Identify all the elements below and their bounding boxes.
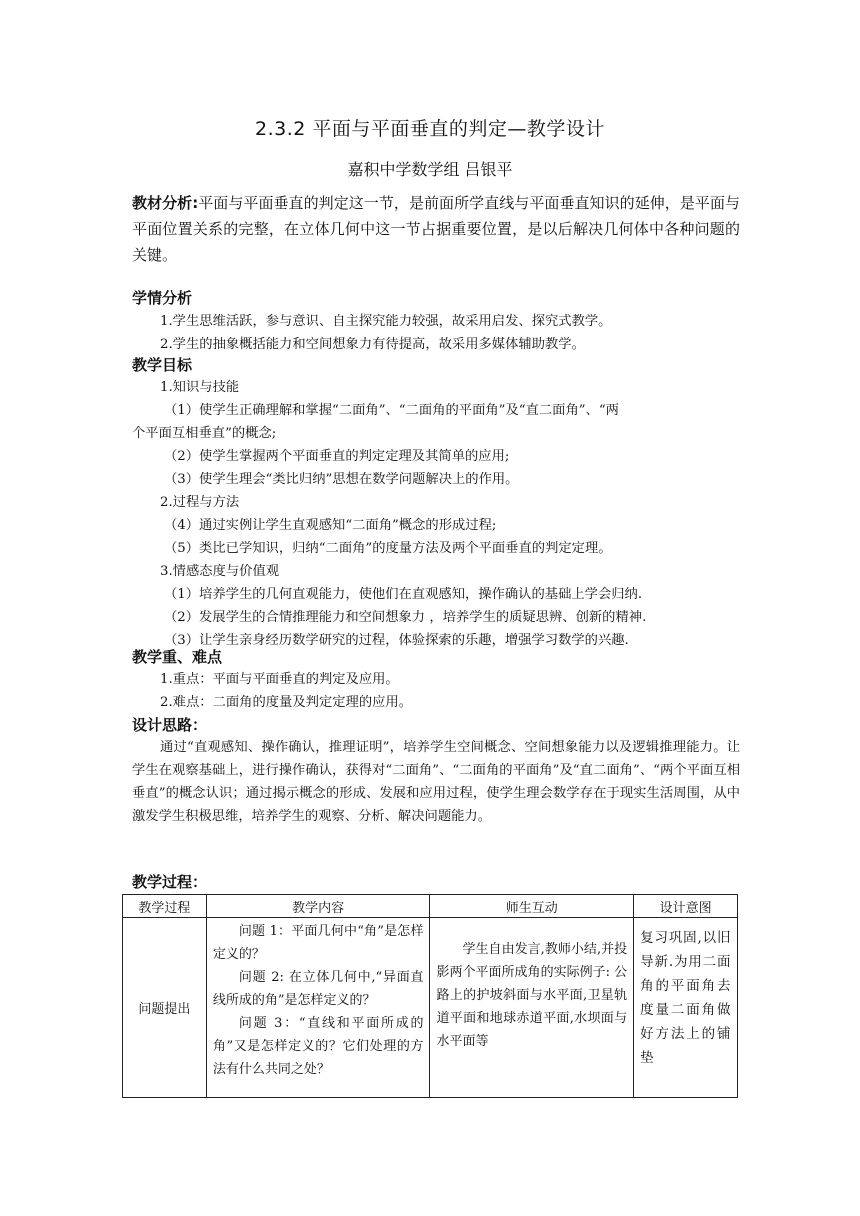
document-author: 嘉积中学数学组 吕银平 [347, 160, 513, 179]
goal-3-1: （1）培养学生的几何直观能力，使他们在直观感知，操作确认的基础上学会归纳. [164, 587, 643, 602]
table-row [123, 918, 738, 1098]
column-header: 设计意图 [634, 895, 738, 918]
process-heading: 教学过程： [132, 873, 208, 891]
process-table [122, 894, 738, 1098]
learner-analysis [132, 286, 740, 356]
learner-item-1: 1.学生思维活跃，参与意识、自主探究能力较强，故采用启发、探究式教学。 [160, 314, 612, 329]
design-heading: 设计思路： [132, 716, 208, 734]
keypoint-2: 2.难点：二面角的度量及判定定理的应用。 [160, 695, 413, 710]
column-header: 教学内容 [206, 895, 430, 918]
goal-2-4: （4）通过实例让学生直观感知“二面角”概念的形成过程; [164, 518, 497, 533]
column-header: 教学过程 [123, 895, 207, 918]
stage-cell: 问题提出 [123, 918, 207, 1098]
goal-3-3: （3）让学生亲身经历数学研究的过程，体验探索的乐趣，增强学习数学的兴趣. [164, 633, 629, 648]
goal-3-2: （2）发展学生的合情推理能力和空间想象力 ，培养学生的质疑思辨、创新的精神. [164, 610, 647, 625]
intent-cell: 复习巩固,以旧导新.为用二面角的平面角去度量二面角做好方法上的铺垫 [634, 918, 738, 1098]
textbook-analysis [132, 190, 740, 268]
goal-1-2: （2）使学生掌握两个平面垂直的判定定理及其简单的应用; [164, 449, 510, 464]
design-idea [132, 714, 740, 828]
question-3: 问题 3：“直线和平面所成的角”又是怎样定义的？它们处理的方法有什么共同之处？ [212, 1016, 424, 1077]
textbook-text: 平面与平面垂直的判定这一节，是前面所学直线与平面垂直知识的延伸，是平面与平面位置关系的完整，在立体几何中这一节占据重要位置，是以后解决几何体中各种问题的关键。 [132, 194, 740, 264]
key-points [132, 646, 740, 714]
learner-item-2: 2.学生的抽象概括能力和空间想象力有待提高，故采用多媒体辅助教学。 [160, 337, 585, 352]
goal-group-3: 3.情感态度与价值观 [160, 564, 280, 579]
interaction-text: 学生自由发言,教师小结,并投影两个平面所成角的实际例子: 公路上的护坡斜面与水平面,卫星轨道平面和地球赤道平面,水坝面与水平面等 [436, 942, 628, 1049]
goal-1-1b: 个平面互相垂直”的概念; [132, 426, 277, 441]
goal-group-1: 1.知识与技能 [160, 380, 240, 395]
question-2: 问题 2: 在立体几何中,“异面直线所成的角”是怎样定义的？ [212, 970, 424, 1008]
goal-group-2: 2.过程与方法 [160, 495, 240, 510]
learner-heading: 学情分析 [132, 289, 193, 307]
keypoint-1: 1.重点：平面与平面垂直的判定及应用。 [160, 672, 399, 687]
question-1: 问题 1：平面几何中“角”是怎样定义的？ [212, 924, 424, 962]
goal-1-1a: （1）使学生正确理解和掌握“二面角”、“二面角的平面角”及“直二面角”、“两 [164, 403, 619, 418]
interaction-cell [430, 918, 634, 1098]
content-cell [206, 918, 430, 1098]
goal-1-3: （3）使学生理会“类比归纳”思想在数学问题解决上的作用。 [164, 472, 519, 487]
design-text: 通过“直观感知、操作确认，推理证明”，培养学生空间概念、空间想象能力以及逻辑推理能力。让学生在观察基础上，进行操作确认，获得对“二面角”、“二面角的平面角”及“直二面角”、“两个平面互相垂直”的概念认识；通过揭示概念的形成、发展和应用过程，使学生理会数学存在于现实生活周围，从中激发学生积极思维，培养学生的观察、分析、解决问题能力。 [132, 740, 740, 824]
table-header-row [123, 895, 738, 918]
document-title: 2.3.2 平面与平面垂直的判定—教学设计 [255, 118, 605, 140]
teaching-goals [132, 354, 740, 652]
keypoints-heading: 教学重、难点 [132, 648, 223, 666]
textbook-heading: 教材分析: [132, 194, 199, 212]
column-header: 师生互动 [430, 895, 634, 918]
goal-2-5: （5）类比已学知识，归纳“二面角”的度量方法及两个平面垂直的判定定理。 [164, 541, 612, 556]
goals-heading: 教学目标 [132, 356, 193, 374]
